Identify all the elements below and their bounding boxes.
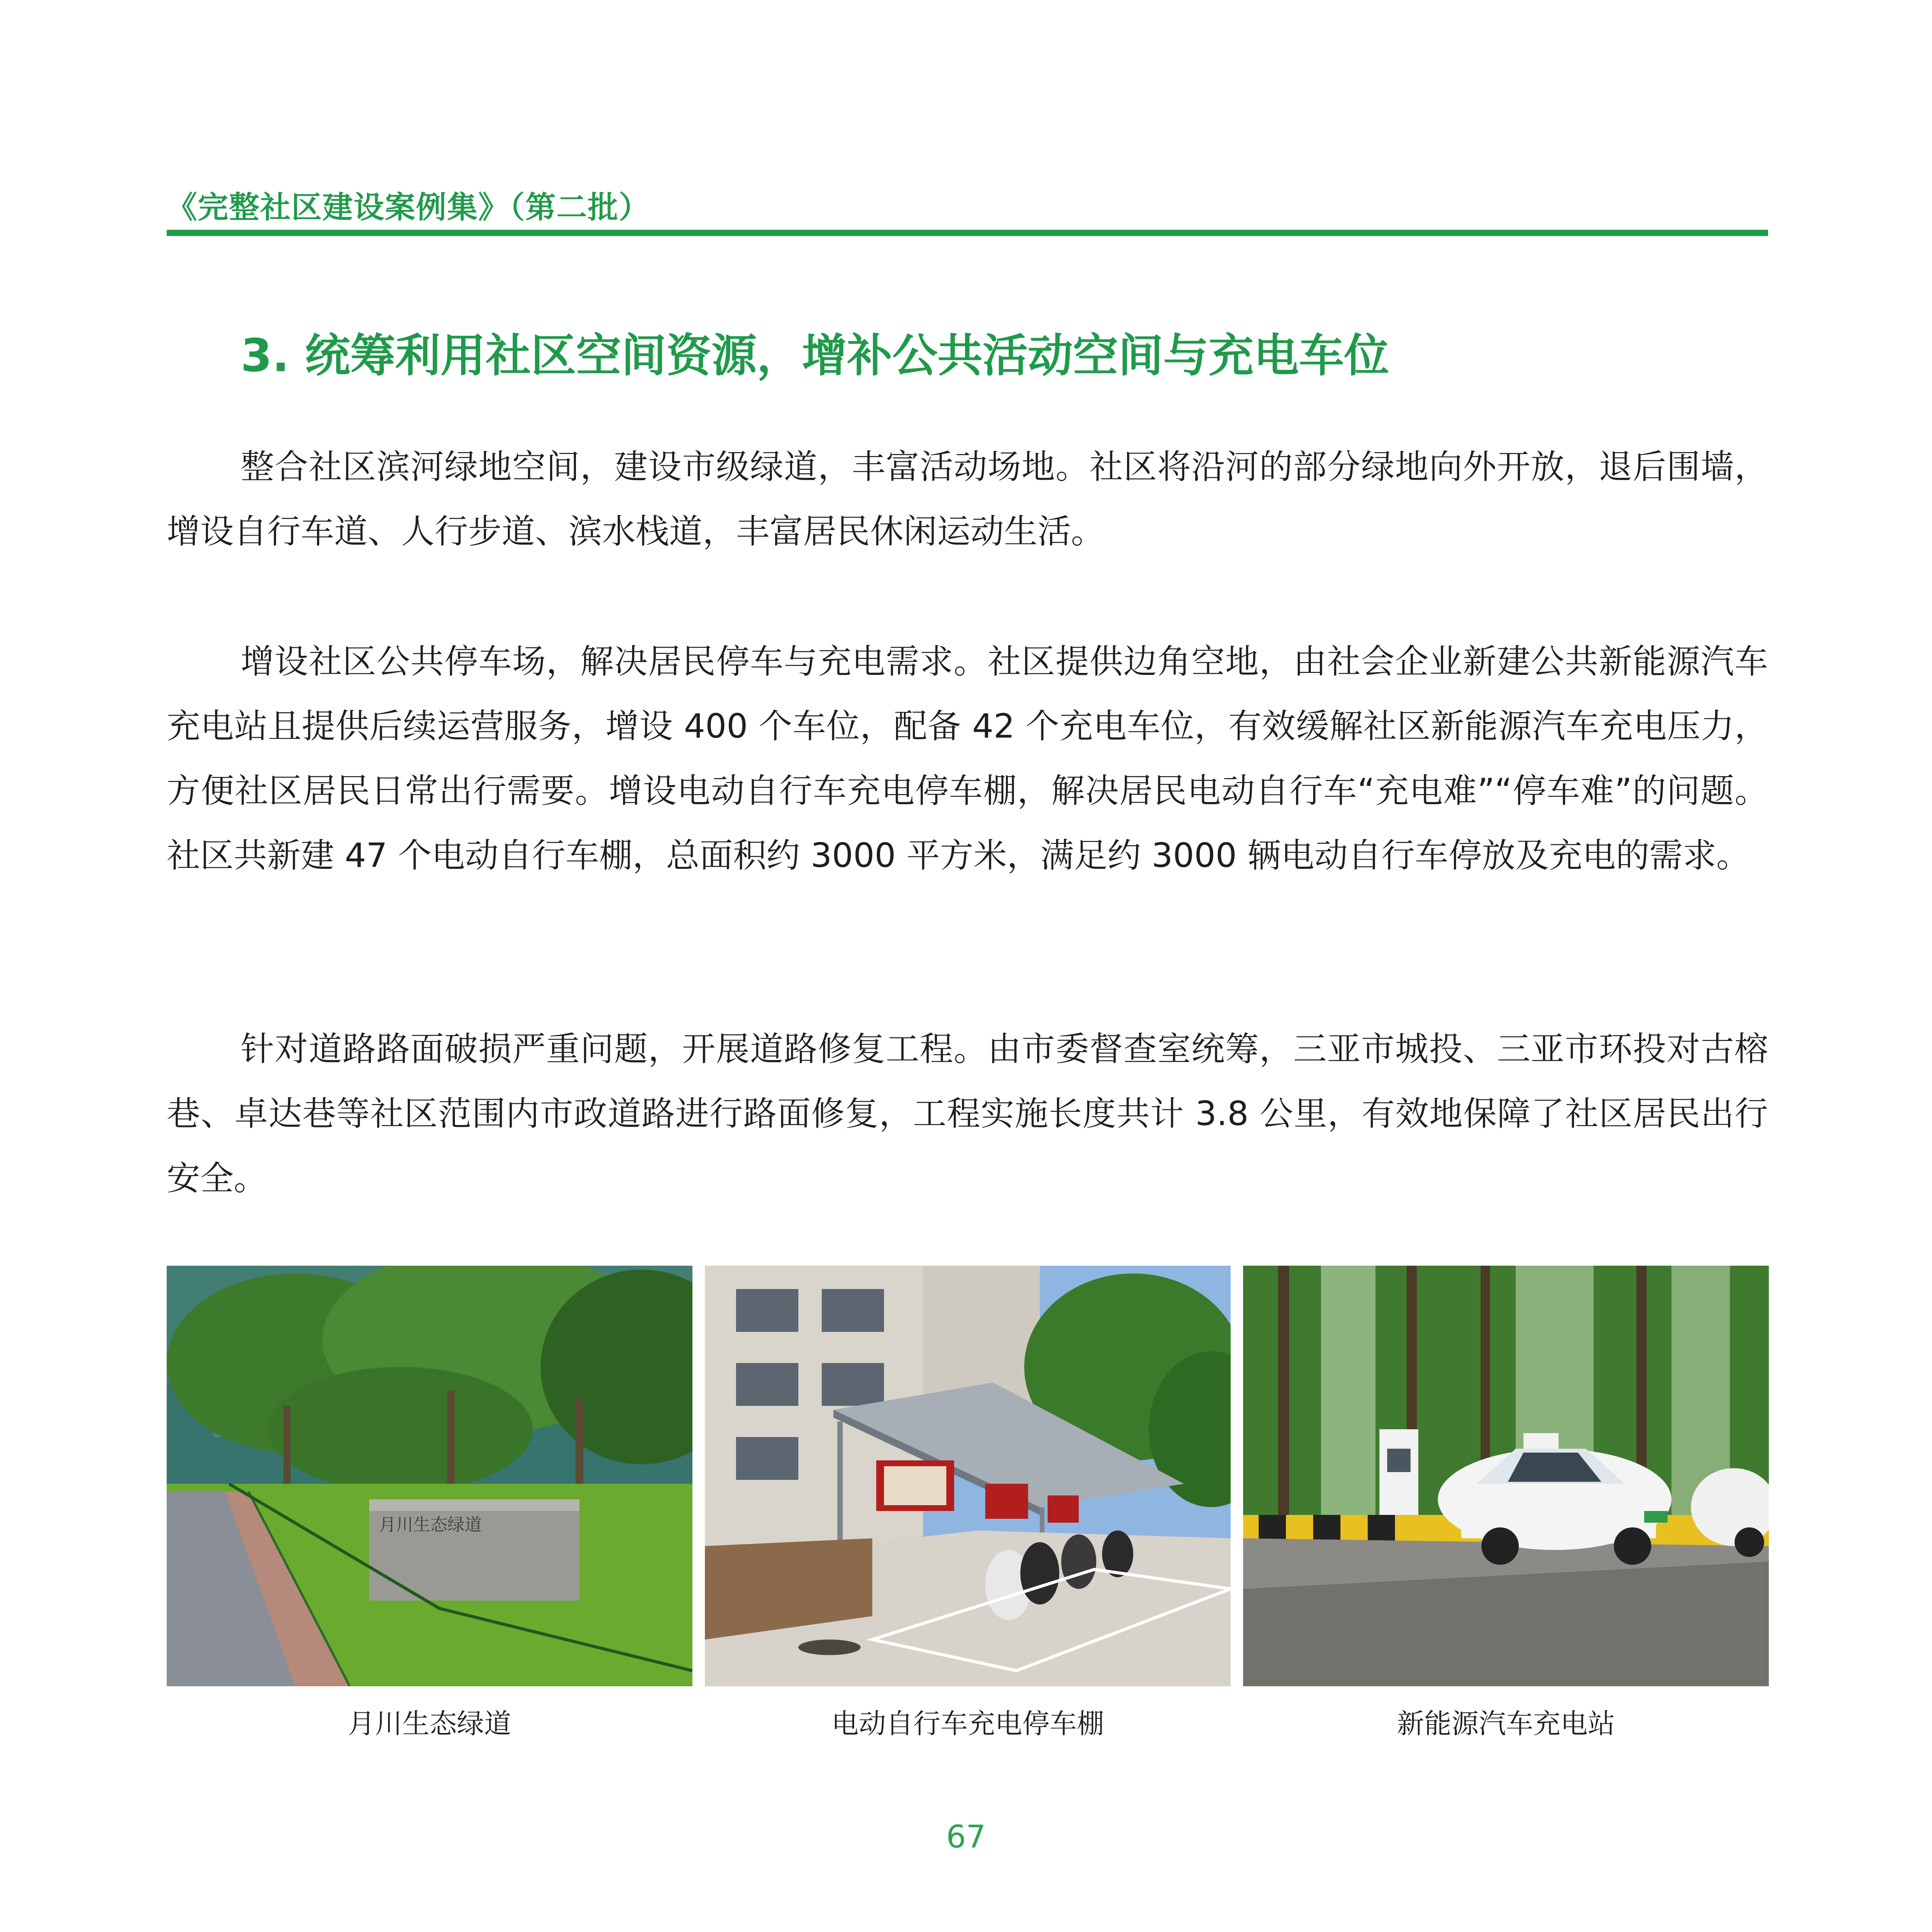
caption-ev-charging-station: 新能源汽车充电站 (1397, 1708, 1615, 1740)
paragraph-parking-charging: 增设社区公共停车场，解决居民停车与充电需求。社区提供边角空地，由社会企业新建公共新能源汽车充电站且提供后续运营服务，增设 400 个车位，配备 42 个充电车位，有效缓解社区新能源汽车充电压力，方便社区居民日常出行需要。增设电动自行车充电停车棚，解决居民电动自行车“充电难”“停车难”的问题。社区共新建 47 个电动自行车棚，总面积约 3000 平方米，满足约 3000 辆电动自行车停放及充电的需求。 (167, 642, 1768, 875)
running-header: 《完整社区建设案例集》（第二批） (167, 190, 650, 225)
header-divider (167, 230, 1768, 236)
photo-ebike-shed (705, 1266, 1231, 1686)
photo-ev-charging-station (1243, 1266, 1769, 1686)
page-number: 67 (946, 1819, 986, 1855)
paragraph-greenway: 整合社区滨河绿地空间，建设市级绿道，丰富活动场地。社区将沿河的部分绿地向外开放，退后围墙，增设自行车道、人行步道、滨水栈道，丰富居民休闲运动生活。 (167, 447, 1768, 551)
caption-ebike-shed: 电动自行车充电停车棚 (831, 1708, 1104, 1740)
section-title: 3. 统筹利用社区空间资源，增补公共活动空间与充电车位 (241, 329, 1390, 382)
stone-sign-text: 月川生态绿道 (379, 1515, 482, 1535)
caption-greenway: 月川生态绿道 (348, 1708, 511, 1740)
photo-greenway (167, 1266, 692, 1686)
paragraph-road-repair: 针对道路路面破损严重问题，开展道路修复工程。由市委督查室统筹，三亚市城投、三亚市环投对古榕巷、卓达巷等社区范围内市政道路进行路面修复，工程实施长度共计 3.8 公里，有效地保障了社区居民出行安全。 (167, 1030, 1768, 1198)
